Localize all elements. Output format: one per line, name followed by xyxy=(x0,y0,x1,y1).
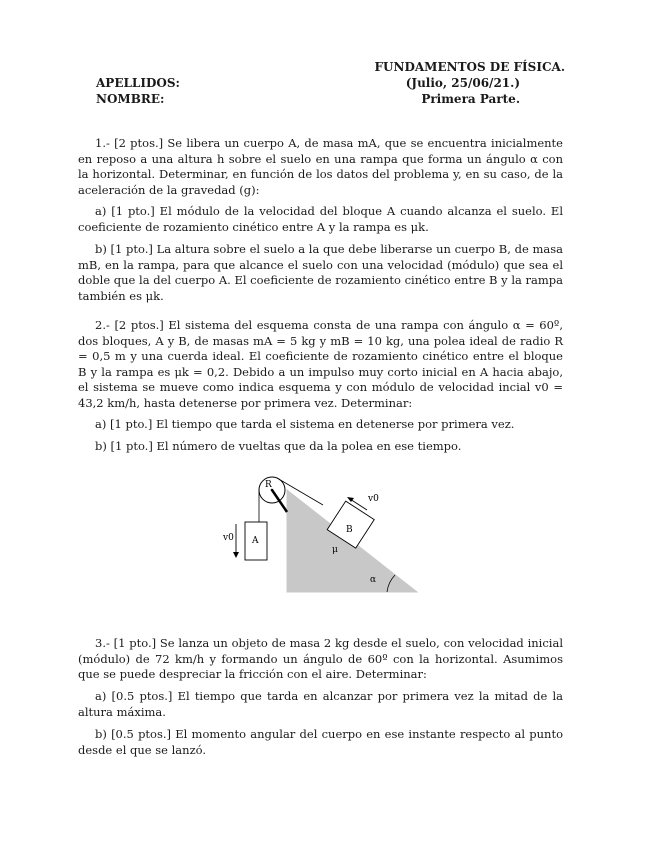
exam-part: Primera Parte. xyxy=(421,92,520,106)
problem-2-intro: 2.- [2 ptos.] El sistema del esquema consta de una rampa con ángulo α = 60º, dos bloques, A y B, de masas mA = 5 kg y mB = 10 kg, una polea ideal de radio R = 0,5 m y una cuerda ideal. El coeficiente de rozamiento cinético entre el bloque B y la rampa es μk = 0,2. Debido a un impulso muy corto inicial en A hacia abajo, el sistema se mueve como indica esquema y con módulo de velocidad incial v0 = 43,2 km/h, hasta detenerse por primera vez. Determinar: xyxy=(78,318,563,410)
problem-3-part-b: b) [0.5 ptos.] El momento angular del cuerpo en ese instante respecto al punto desde el que se lanzó. xyxy=(78,727,563,757)
pulley-ramp-diagram xyxy=(215,470,425,595)
exam-title: FUNDAMENTOS DE FÍSICA. xyxy=(374,60,565,74)
velocity-b-label: v0 xyxy=(368,494,379,504)
velocity-a-arrowhead xyxy=(233,552,239,558)
problem-2-part-a: a) [1 pto.] El tiempo que tarda el sistema en detenerse por primera vez. xyxy=(95,417,515,431)
block-b-label: B xyxy=(346,525,353,535)
exam-date: (Julio, 25/06/21.) xyxy=(405,76,520,90)
nombre-label: NOMBRE: xyxy=(96,92,165,106)
friction-label: μ xyxy=(332,545,338,555)
problem-3-part-a: a) [0.5 ptos.] El tiempo que tarda en alcanzar por primera vez la mitad de la altura máxima. xyxy=(78,689,563,719)
angle-label: α xyxy=(370,575,377,585)
problem-1-intro: 1.- [2 ptos.] Se libera un cuerpo A, de masa mA, que se encuentra inicialmente en reposo a una altura h sobre el suelo en una rampa que forma un ángulo α con la horizontal. Determinar, en función de los datos del problema y, en su caso, de la aceleración de la gravedad (g): xyxy=(78,136,563,197)
pulley-label: R xyxy=(265,480,272,490)
problem-3-intro: 3.- [1 pto.] Se lanza un objeto de masa 2 kg desde el suelo, con velocidad inicial (módulo) de 72 km/h y formando un ángulo de 60º con la horizontal. Asumimos que se puede despreciar la fricción con el aire. Determinar: xyxy=(78,636,563,682)
apellidos-label: APELLIDOS: xyxy=(96,76,180,90)
problem-2-part-b: b) [1 pto.] El número de vueltas que da la polea en ese tiempo. xyxy=(95,439,462,453)
problem-1-part-b: b) [1 pto.] La altura sobre el suelo a la que debe liberarse un cuerpo B, de masa mB, en la rampa, para que alcance el suelo con una velocidad (módulo) que sea el doble que la del cuerpo A. El coeficiente de rozamiento cinético entre B y la rampa también es μk. xyxy=(78,242,563,303)
problem-1-part-a: a) [1 pto.] El módulo de la velocidad del bloque A cuando alcanza el suelo. El coeficiente de rozamiento cinético entre A y la rampa es μk. xyxy=(78,204,563,234)
block-a-label: A xyxy=(252,536,259,546)
velocity-a-label: v0 xyxy=(223,533,234,543)
